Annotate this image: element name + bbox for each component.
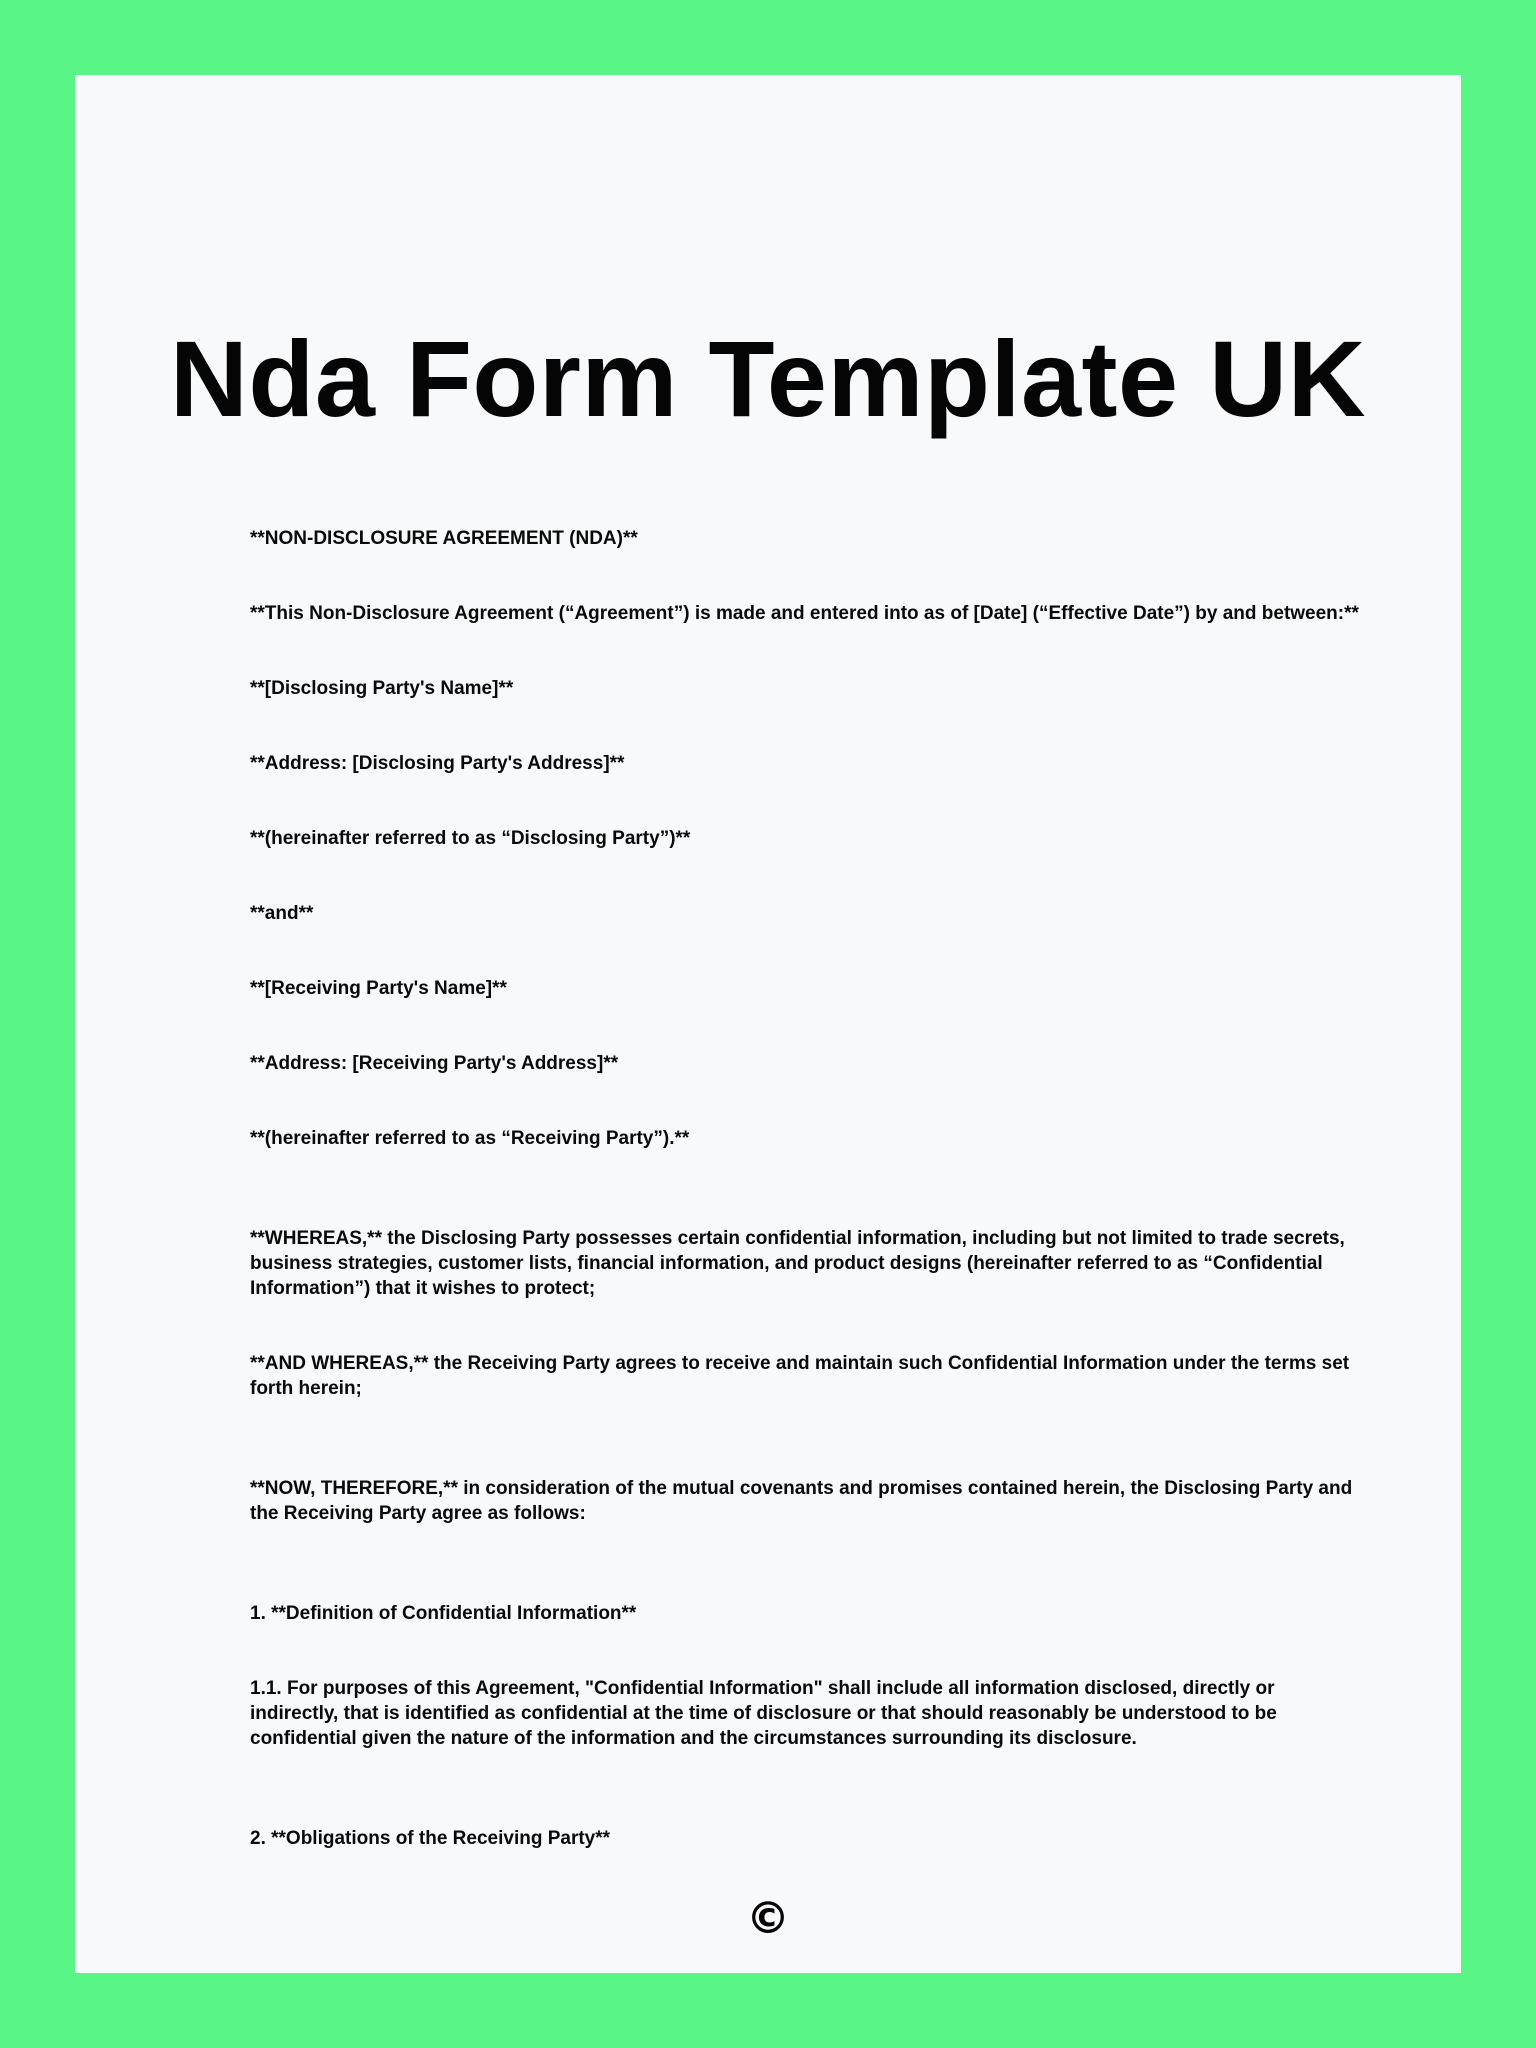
- disclosing-party-address: **Address: [Disclosing Party's Address]**: [250, 753, 625, 774]
- disclosing-party-reference: **(hereinafter referred to as “Disclosing Party”)**: [250, 828, 691, 849]
- section-2-heading: 2. **Obligations of the Receiving Party**: [250, 1828, 611, 1849]
- whereas-paragraph: **WHEREAS,** the Disclosing Party possesses certain confidential information, including but not limited to trade secrets, business strategies, customer lists, financial information, and product designs (hereinafter referred to as “Confidential Information”) that it wishes to protect;: [250, 1228, 1345, 1299]
- page-title: Nda Form Template UK: [169, 318, 1367, 439]
- section-1-heading: 1. **Definition of Confidential Information**: [250, 1603, 637, 1624]
- now-therefore-paragraph: **NOW, THEREFORE,** in consideration of the mutual covenants and promises contained herein, the Disclosing Party and the Receiving Party agree as follows:: [250, 1478, 1353, 1524]
- receiving-party-reference: **(hereinafter referred to as “Receiving Party”).**: [250, 1128, 690, 1149]
- agreement-heading: **NON-DISCLOSURE AGREEMENT (NDA)**: [250, 528, 638, 549]
- and-separator: **and**: [250, 903, 314, 924]
- document-body: [250, 450, 1360, 1851]
- preamble-paragraph: **This Non-Disclosure Agreement (“Agreement”) is made and entered into as of [Date] (“Effective Date”) by and between:**: [250, 603, 1359, 624]
- and-whereas-paragraph: **AND WHEREAS,** the Receiving Party agrees to receive and maintain such Confidential Information under the terms set forth herein;: [250, 1353, 1350, 1399]
- disclosing-party-name: **[Disclosing Party's Name]**: [250, 678, 514, 699]
- document-page: [75, 75, 1461, 1973]
- copyright-icon: ©: [746, 1893, 790, 1944]
- section-1-1-paragraph: 1.1. For purposes of this Agreement, "Confidential Information" shall include all information disclosed, directly or indirectly, that is identified as confidential at the time of disclosure or that should reasonably be understood to be confidential given the nature of the information and the circumstances surrounding its disclosure.: [250, 1678, 1277, 1749]
- receiving-party-address: **Address: [Receiving Party's Address]**: [250, 1053, 619, 1074]
- receiving-party-name: **[Receiving Party's Name]**: [250, 978, 507, 999]
